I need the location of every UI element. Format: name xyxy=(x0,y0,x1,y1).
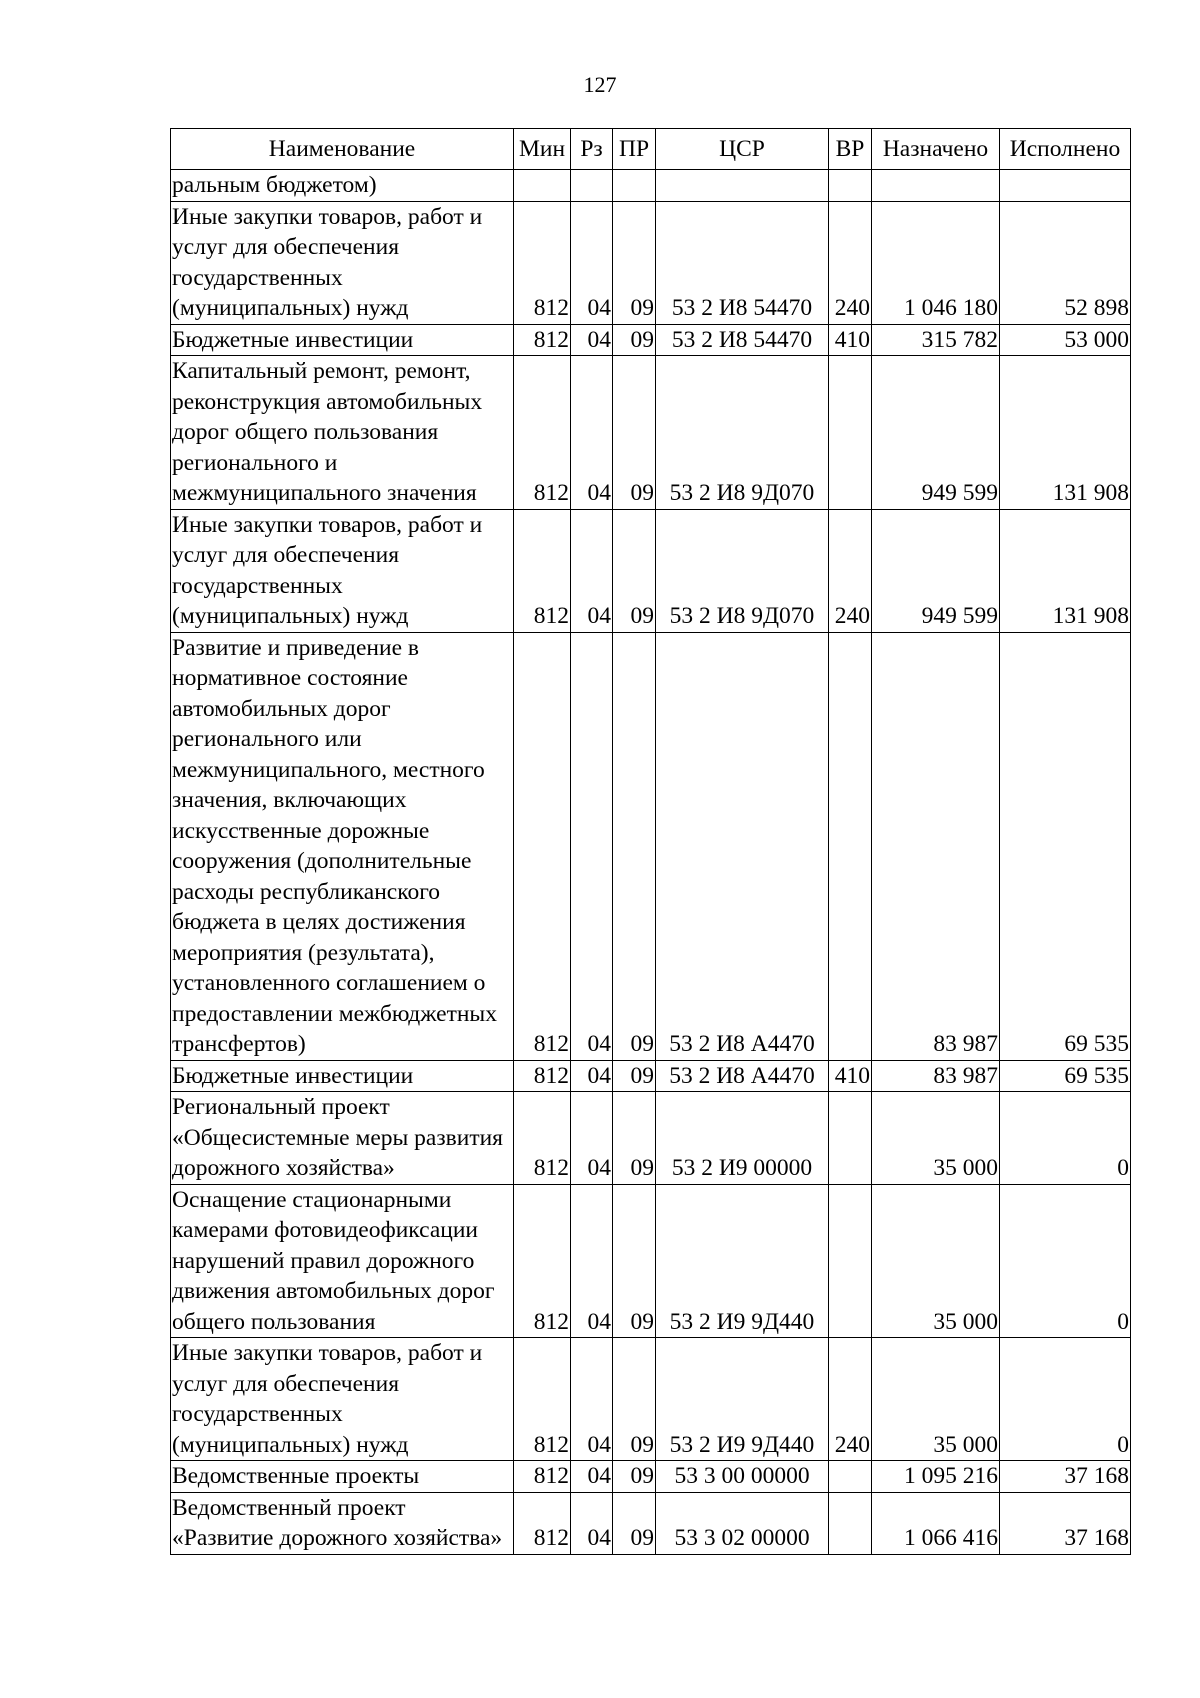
row-min: 812 xyxy=(514,1184,571,1338)
row-csr: 53 2 И8 А4470 xyxy=(656,632,829,1060)
table-row xyxy=(171,1461,1131,1493)
row-assigned: 949 599 xyxy=(872,509,1000,632)
row-assigned: 35 000 xyxy=(872,1338,1000,1461)
table-row xyxy=(171,1492,1131,1554)
table-row xyxy=(171,1184,1131,1338)
row-pr: 09 xyxy=(613,1184,656,1338)
row-min: 812 xyxy=(514,1060,571,1092)
row-assigned: 83 987 xyxy=(872,632,1000,1060)
row-vr: 410 xyxy=(829,324,872,356)
table-row xyxy=(171,1092,1131,1185)
row-rz: 04 xyxy=(571,632,613,1060)
row-csr: 53 2 И8 54470 xyxy=(656,201,829,324)
page-number: 127 xyxy=(583,72,617,97)
row-name: Капитальный ремонт, ремонт, реконструкция автомобильных дорог общего пользования регионального и межмуниципального значения xyxy=(171,356,514,510)
row-pr: 09 xyxy=(613,324,656,356)
row-csr: 53 2 И9 9Д440 xyxy=(656,1338,829,1461)
row-executed: 52 898 xyxy=(1000,201,1131,324)
table-row xyxy=(171,1060,1131,1092)
row-rz: 04 xyxy=(571,1461,613,1493)
row-assigned: 1 066 416 xyxy=(872,1492,1000,1554)
row-pr: 09 xyxy=(613,1060,656,1092)
row-rz: 04 xyxy=(571,201,613,324)
row-vr xyxy=(829,1184,872,1338)
row-min: 812 xyxy=(514,356,571,510)
row-pr: 09 xyxy=(613,1092,656,1185)
header-min: Мин xyxy=(514,129,571,170)
row-vr xyxy=(829,170,872,202)
table-row xyxy=(171,1338,1131,1461)
row-rz: 04 xyxy=(571,509,613,632)
header-pr: ПР xyxy=(613,129,656,170)
table-row xyxy=(171,632,1131,1060)
header-vr: ВР xyxy=(829,129,872,170)
table-row xyxy=(171,170,1131,202)
row-csr: 53 2 И8 А4470 xyxy=(656,1060,829,1092)
row-min: 812 xyxy=(514,509,571,632)
row-name: Оснащение стационарными камерами фотовидеофиксации нарушений правил дорожного движения автомобильных дорог общего пользования xyxy=(171,1184,514,1338)
row-name: Развитие и приведение в нормативное состояние автомобильных дорог регионального или межмуниципального, местного значения, включающих искусственные дорожные сооружения (дополнительные расходы республиканского бюджета в целях достижения мероприятия (результата), установленного соглашением о предоставлении межбюджетных трансфертов) xyxy=(171,632,514,1060)
row-min: 812 xyxy=(514,632,571,1060)
header-rz: Рз xyxy=(571,129,613,170)
row-rz: 04 xyxy=(571,324,613,356)
row-executed: 37 168 xyxy=(1000,1461,1131,1493)
row-csr: 53 2 И8 9Д070 xyxy=(656,509,829,632)
row-name: Иные закупки товаров, работ и услуг для обеспечения государственных (муниципальных) нужд xyxy=(171,1338,514,1461)
row-min: 812 xyxy=(514,201,571,324)
row-name: Бюджетные инвестиции xyxy=(171,1060,514,1092)
row-vr: 240 xyxy=(829,201,872,324)
row-vr: 410 xyxy=(829,1060,872,1092)
row-csr: 53 2 И9 9Д440 xyxy=(656,1184,829,1338)
row-pr: 09 xyxy=(613,1338,656,1461)
row-vr xyxy=(829,632,872,1060)
row-pr: 09 xyxy=(613,509,656,632)
row-rz: 04 xyxy=(571,1492,613,1554)
row-executed: 53 000 xyxy=(1000,324,1131,356)
row-vr xyxy=(829,1492,872,1554)
row-min: 812 xyxy=(514,1338,571,1461)
row-vr xyxy=(829,1461,872,1493)
row-name: Региональный проект «Общесистемные меры развития дорожного хозяйства» xyxy=(171,1092,514,1185)
row-name: Бюджетные инвестиции xyxy=(171,324,514,356)
table-row xyxy=(171,324,1131,356)
row-vr: 240 xyxy=(829,1338,872,1461)
row-pr xyxy=(613,170,656,202)
row-csr: 53 3 02 00000 xyxy=(656,1492,829,1554)
row-executed: 0 xyxy=(1000,1184,1131,1338)
row-pr: 09 xyxy=(613,356,656,510)
row-csr: 53 3 00 00000 xyxy=(656,1461,829,1493)
row-rz: 04 xyxy=(571,1060,613,1092)
row-min: 812 xyxy=(514,1092,571,1185)
table-row xyxy=(171,509,1131,632)
row-vr xyxy=(829,1092,872,1185)
row-min xyxy=(514,170,571,202)
row-executed xyxy=(1000,170,1131,202)
row-name: Иные закупки товаров, работ и услуг для обеспечения государственных (муниципальных) нужд xyxy=(171,509,514,632)
row-pr: 09 xyxy=(613,1492,656,1554)
row-name: ральным бюджетом) xyxy=(171,170,514,202)
row-rz: 04 xyxy=(571,1338,613,1461)
row-assigned: 35 000 xyxy=(872,1184,1000,1338)
budget-table xyxy=(170,128,1131,1555)
row-executed: 0 xyxy=(1000,1338,1131,1461)
row-assigned: 35 000 xyxy=(872,1092,1000,1185)
row-pr: 09 xyxy=(613,1461,656,1493)
row-pr: 09 xyxy=(613,201,656,324)
row-executed: 131 908 xyxy=(1000,509,1131,632)
row-vr xyxy=(829,356,872,510)
row-pr: 09 xyxy=(613,632,656,1060)
row-executed: 69 535 xyxy=(1000,632,1131,1060)
row-assigned: 83 987 xyxy=(872,1060,1000,1092)
row-vr: 240 xyxy=(829,509,872,632)
row-csr: 53 2 И8 9Д070 xyxy=(656,356,829,510)
row-executed: 37 168 xyxy=(1000,1492,1131,1554)
row-min: 812 xyxy=(514,1492,571,1554)
row-rz xyxy=(571,170,613,202)
row-name: Ведомственный проект «Развитие дорожного хозяйства» xyxy=(171,1492,514,1554)
row-assigned xyxy=(872,170,1000,202)
row-csr xyxy=(656,170,829,202)
row-min: 812 xyxy=(514,1461,571,1493)
row-csr: 53 2 И9 00000 xyxy=(656,1092,829,1185)
row-executed: 0 xyxy=(1000,1092,1131,1185)
row-assigned: 949 599 xyxy=(872,356,1000,510)
row-executed: 69 535 xyxy=(1000,1060,1131,1092)
row-assigned: 1 046 180 xyxy=(872,201,1000,324)
header-csr: ЦСР xyxy=(656,129,829,170)
row-assigned: 1 095 216 xyxy=(872,1461,1000,1493)
row-rz: 04 xyxy=(571,356,613,510)
header-executed: Исполнено xyxy=(1000,129,1131,170)
row-name: Ведомственные проекты xyxy=(171,1461,514,1493)
row-csr: 53 2 И8 54470 xyxy=(656,324,829,356)
header-name: Наименование xyxy=(171,129,514,170)
row-rz: 04 xyxy=(571,1092,613,1185)
table-row xyxy=(171,201,1131,324)
row-executed: 131 908 xyxy=(1000,356,1131,510)
header-assigned: Назначено xyxy=(872,129,1000,170)
table-row xyxy=(171,356,1131,510)
row-name: Иные закупки товаров, работ и услуг для обеспечения государственных (муниципальных) нужд xyxy=(171,201,514,324)
row-min: 812 xyxy=(514,324,571,356)
row-assigned: 315 782 xyxy=(872,324,1000,356)
row-rz: 04 xyxy=(571,1184,613,1338)
table-header-row xyxy=(171,129,1131,170)
